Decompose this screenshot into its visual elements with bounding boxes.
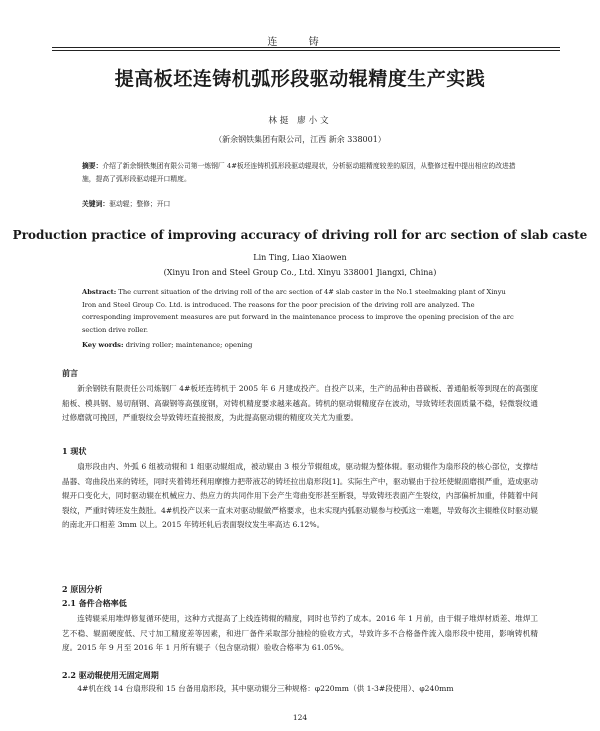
journal-section-tag: 连 铸 xyxy=(267,37,333,48)
keywords-cn-text: 驱动辊；整修；开口 xyxy=(109,200,171,208)
affiliation-cn: （新余钢铁集团有限公司，江西 新余 338001） xyxy=(214,135,386,144)
abstract-cn-label: 摘要： xyxy=(82,162,103,170)
section1-heading: 1 现状 xyxy=(62,446,87,456)
section2-1-text: 连铸辊采用堆焊修复循环使用，这种方式提高了上线连铸辊的精度，同时也节约了成本。2016 年 1 月前，由于辊子堆焊材质差、堆焊工艺不稳、辊面硬度低、尺寸加工精度差等因素，和进厂备件采取部分抽检的验收方式，导致许多不合格备件流入扇形段中使用，影响铸机精度。2015 年 9 月至 2016 年 1 月所有辊子（包含驱动辊）验收合格率为 61.05%。 xyxy=(62,614,538,652)
section2-1-heading: 2.1 备件合格率低 xyxy=(62,598,127,608)
section2-2-text: 4#机在线 14 台扇形段和 15 台备用扇形段，其中驱动辊分三种规格：φ220mm（供 1-3#段使用）、φ240mm xyxy=(77,684,454,693)
abstract-cn xyxy=(82,160,520,185)
authors-en: Lin Ting, Liao Xiaowen xyxy=(253,253,347,262)
header-rule xyxy=(52,47,560,48)
foreword-text: 新余钢铁有限责任公司炼钢厂 4#板坯连铸机于 2005 年 6 月建成投产。自投产以来，生产的品种由普碳板、普通船板等到现在的高强度船板、模具钢、易切削钢、高碳钢等高强度钢，对铸机精度要求越来越高。铸机的驱动辊精度存在波动，导致铸坯表面质量不稳，轻微裂纹通过修磨就可挽回，严重裂纹会导致铸坯直接报废，为此提高驱动辊的精度攻关尤为重要。 xyxy=(62,384,538,422)
page-number: 124 xyxy=(292,713,308,722)
abstract-cn-text: 介绍了新余钢铁集团有限公司第一炼钢厂 4#板坯连铸机弧形段驱动辊现状，分析驱动辊精度较差的原因，从整修过程中提出相应的改进措施，提高了弧形段驱动辊开口精度。 xyxy=(82,162,516,183)
paper-title-en: Production practice of improving accuracy of driving roll for arc section of slab caste xyxy=(12,228,588,242)
abstract-en-text: The current situation of the driving roll of the arc section of 4# slab caster in the No.1 steelmaking plant of Xinyu Iron and Steel Group Co. Ltd. is introduced. The reasons for the poor precision of the driving roll are analyzed. The corresponding improvement measures are put forward in the maintenance process to improve the opening precision of the arc section drive roller. xyxy=(82,288,514,334)
keywords-en-label: Key words: xyxy=(82,341,124,349)
paper-title-cn: 提高板坯连铸机弧形段驱动辊精度生产实践 xyxy=(114,68,486,90)
keywords-cn-label: 关键词： xyxy=(82,200,110,208)
abstract-en xyxy=(82,286,520,336)
keywords-en xyxy=(82,339,520,352)
keywords-cn xyxy=(82,198,520,211)
affiliation-en: (Xinyu Iron and Steel Group Co., Ltd. Xinyu 338001 Jiangxi, China) xyxy=(163,268,437,277)
header-rule-thin xyxy=(52,50,560,51)
foreword-heading: 前言 xyxy=(62,368,78,378)
section2-heading: 2 原因分析 xyxy=(62,584,103,594)
section2-2-heading: 2.2 驱动辊使用无固定周期 xyxy=(62,670,159,680)
abstract-en-label: Abstract: xyxy=(82,288,117,296)
section1-text: 扇形段由内、外弧 6 组被动辊和 1 组驱动辊组成，被动辊由 3 根分节辊组成，驱动辊为整体辊。驱动辊作为扇形段的核心部位，支撑结晶器、弯曲段出来的铸坯，同时夹着铸坯利用摩擦力把带液芯的铸坯拉出扇形段[1]。实际生产中，驱动辊由于拉坯使辊面磨损严重，造成驱动辊开口变化大，同时驱动辊在机械应力、热应力的共同作用下会产生弯曲变形甚至断裂，导致铸坯表面产生裂纹，内部偏析加重，伴随着中间裂纹，严重时铸坯发生鼓肚。4#机投产以来一直未对驱动辊做严格要求，也未实现内弧驱动辊参与校弧这一难题，导致每次主辊维仪时驱动辊的南北开口相差 3mm 以上。2015 年铸坯轧后表面裂纹发生率高达 6.12%。 xyxy=(62,462,538,529)
keywords-en-text: driving roller; maintenance; opening xyxy=(125,341,253,349)
authors-cn: 林挺 廖小文 xyxy=(268,116,332,126)
